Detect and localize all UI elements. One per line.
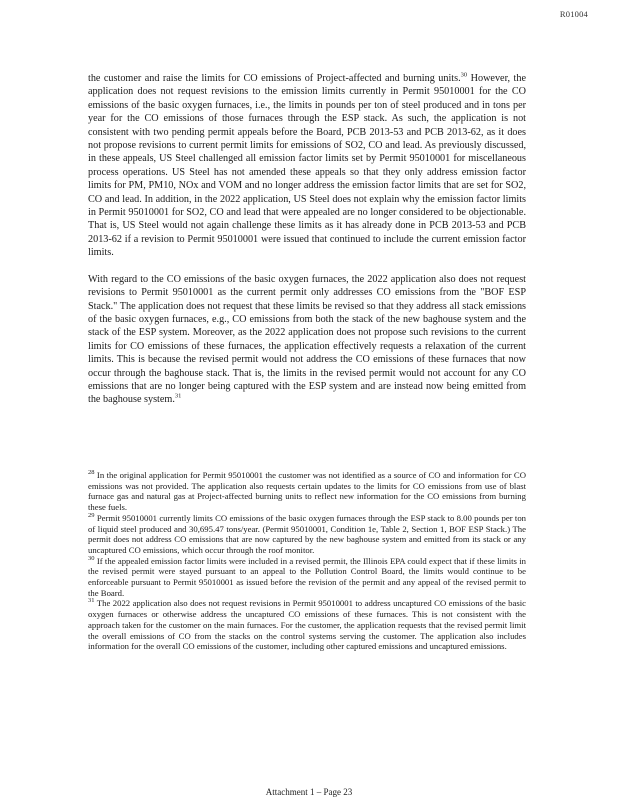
footnote-text: The 2022 application also does not request revisions in Permit 95010001 to address uncaptured CO emissions of the basic oxygen furnaces or otherwise address the uncaptured CO emissions of these furnaces. This is not consistent with the approach taken for the customer on the main furnaces. For the customer, the application requests that the revised permit limit the overall emissions of CO from the stacks on the control systems serving the customer. The application also includes information for the overall CO emissions of the customer, including other captured emissions and uncaptured emissions. — [88, 598, 526, 652]
footnote-number: 31 — [88, 597, 95, 605]
page-footer: Attachment 1 – Page 23 — [265, 787, 353, 797]
footnote — [88, 556, 526, 599]
footnote-number: 29 — [88, 511, 95, 519]
footnote — [88, 470, 526, 513]
body-paragraph — [88, 273, 526, 407]
paragraph-text: the customer and raise the limits for CO emissions of Project-affected and burning units. — [88, 73, 461, 84]
footnote — [88, 598, 526, 652]
body-text — [88, 72, 526, 407]
footnote-ref: 30 — [460, 71, 468, 79]
body-paragraph — [88, 72, 526, 260]
footnote-text: Permit 95010001 currently limits CO emissions of the basic oxygen furnaces through the ESP stack to 8.00 pounds per ton of liquid steel produced and 30,695.47 tons/year. (Permit 95010001, Condition 1e, Table 2, Section 1, BOF ESP Stack.) The permit does not address CO emissions that are now captured by the new baghouse system and emitted from its stack or any uncaptured CO emissions, which occur through the roof monitor. — [88, 512, 527, 555]
footnote-number: 30 — [88, 554, 95, 562]
paragraph-text: With regard to the CO emissions of the basic oxygen furnaces, the 2022 application also does not request revisions to Permit 95010001 as the current permit only addresses CO emissions from the "BOF ESP Stack." The application does not request that these limits be revised so that they address all stack emissions of the basic oxygen furnaces, e.g., CO emissions from both the stack of the new baghouse system and the stack of the ESP system. Moreover, as the 2022 application does not propose such revisions to the current limits for CO emissions of these furnaces, the application effectively requests a relaxation of the current limits. This is because the revised permit would not address the CO emissions of these furnaces that now occur through the baghouse stack. That is, the limits in the revised permit would not account for any CO emissions that are no longer being captured with the ESP system and are instead now being emitted from the baghouse system. — [88, 273, 526, 406]
footnote — [88, 513, 526, 556]
footnotes — [88, 470, 526, 652]
footnote-text: If the appealed emission factor limits were included in a revised permit, the Illinois EPA could expect that if these limits in the revised permit were stayed pursuant to an appeal to the Pollution Control Board, the limits would continue to be enforceable pursuant to Permit 95010001 as issued before the revision of the permit and any appeal of the revised permit to the Board. — [88, 555, 526, 598]
footnote-ref: 31 — [174, 392, 182, 400]
footnote-number: 28 — [88, 469, 95, 477]
paragraph-text: However, the application does not request revisions to the emission limits currently in Permit 95010001 for the CO emissions of the basic oxygen furnaces, i.e., the limits in pounds per ton of steel produced and in tons per year for the CO emissions of those furnaces through the ESP stack. As such, the application is not consistent with two pending permit appeals before the Board, PCB 2013-53 and PCB 2013-62, as it does not propose revisions to current permit limits for emissions of SO2, CO and lead. As previously discussed, in these appeals, US Steel challenged all emission factor limits set by Permit 95010001 for miscellaneous process operations. US Steel has not amended these appeals so that they only address emission factor limits for PM, PM10, NOx and VOM and no longer address the emission factor limits that are set for SO2, CO and lead. In addition, in the 2022 application, US Steel does not explain why the emission factor limits in Permit 95010001 for SO2, CO and lead that were appealed are no longer considered to be objectionable. That is, US Steel would not again challenge these limits as it has already done in PCB 2013-53 and PCB 2013-62 if a revision to Permit 95010001 were issued that continued to include the current emission factor limits. — [88, 73, 527, 259]
document-id: R01004 — [559, 9, 588, 19]
footnote-text: In the original application for Permit 95010001 the customer was not identified as a source of CO and information for CO emissions was not provided. The application also requests certain updates to the limits for CO emissions from use of blast furnace gas and natural gas at Project-affected burning units to reflect new information for the CO emissions from burning these fuels. — [88, 470, 527, 513]
